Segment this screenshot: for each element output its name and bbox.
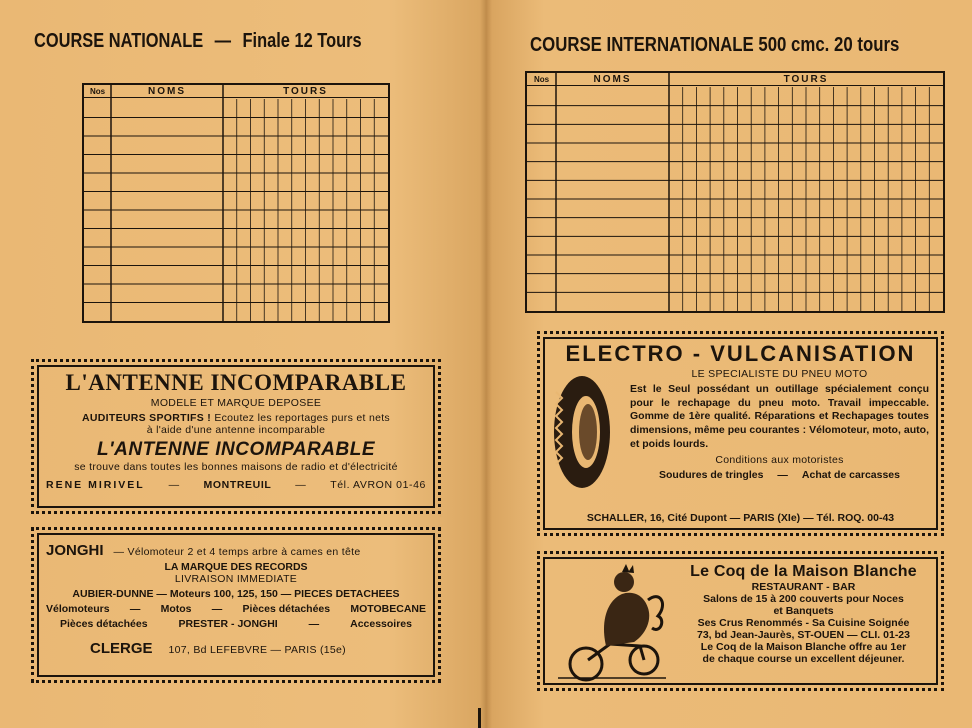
left-table-lines	[84, 85, 388, 321]
coq-line5: 73, bd Jean-Jaurès, ST-OUEN — CLI. 01-23	[697, 629, 910, 641]
antenne-sub: MODELE ET MARQUE DEPOSEE	[150, 397, 322, 409]
right-col-noms: NOMS	[593, 74, 632, 85]
antenne-footer-tel: Tél. AVRON 01-46	[330, 479, 426, 491]
coq-line7: de chaque course un excellent déjeuner.	[702, 653, 905, 665]
left-col-noms: NOMS	[148, 86, 186, 97]
right-title-main: COURSE INTERNATIONALE 500 cmc. 20 tours	[530, 34, 900, 56]
left-title-main: COURSE NATIONALE	[34, 30, 204, 52]
electro-cond2	[630, 469, 929, 481]
jonghi-line4d: —	[211, 603, 223, 615]
jonghi-line5c: —	[308, 618, 320, 630]
coq-line1: RESTAURANT - BAR	[751, 581, 856, 593]
jonghi-brand-line: — Vélomoteur 2 et 4 temps arbre à cames en tête	[113, 546, 361, 558]
jonghi-brand: JONGHI	[46, 542, 104, 559]
electro-cond2c: Achat de carcasses	[801, 469, 900, 482]
jonghi-line4	[46, 603, 426, 615]
antenne-footer-name: RENE MIRIVEL	[46, 479, 145, 491]
antenne-footer-city: MONTREUIL	[203, 479, 272, 491]
antenne-line1-bold: AUDITEURS SPORTIFS !	[82, 412, 212, 424]
coq-line4: Ses Crus Renommés - Sa Cuisine Soignée	[697, 617, 910, 629]
antenne-line1-rest: Ecoutez les reportages purs et nets	[214, 412, 390, 424]
antenne-ad	[31, 359, 441, 514]
coq-line3: et Banquets	[773, 605, 834, 617]
binding-mark	[478, 708, 481, 728]
electro-cond2a: Soudures de tringles	[658, 469, 764, 482]
jonghi-line4b: —	[129, 603, 141, 615]
jonghi-ad	[31, 527, 441, 683]
electro-sub: LE SPECIALISTE DU PNEU MOTO	[691, 368, 868, 380]
jonghi-line4f: MOTOBECANE	[350, 603, 426, 615]
left-title	[34, 30, 362, 53]
antenne-line2: à l'aide d'une antenne incomparable	[146, 424, 326, 436]
electro-cond2b: —	[777, 469, 788, 482]
jonghi-line5	[46, 618, 426, 630]
jonghi-line1: LA MARQUE DES RECORDS	[164, 561, 308, 573]
electro-body: Est le Seul possédant un outillage spécialement conçu pour le rechapage du pneu moto. Travail impeccable. Gomme de 1ère qualité. Réparations et Rechapages toutes dimensions, même peu courantes : Vélomoteur, moto, auto, et poids lourds.	[630, 383, 929, 450]
jonghi-line5d: Accessoires	[350, 618, 412, 630]
jonghi-footer-name: CLERGE	[90, 640, 153, 657]
antenne-footer	[46, 479, 426, 491]
tire-icon	[548, 372, 614, 492]
electro-footer: SCHALLER, 16, Cité Dupont — PARIS (XIe) — Tél. ROQ. 00-43	[586, 512, 895, 524]
jonghi-line5a: Pièces détachées	[60, 618, 148, 630]
electro-ad	[537, 331, 944, 536]
jonghi-footer-addr: 107, Bd LEFEBVRE — PARIS (15e)	[168, 644, 346, 656]
antenne-footer-dash2: —	[295, 479, 307, 491]
left-score-table	[82, 83, 390, 323]
left-title-sep: —	[214, 30, 232, 52]
right-col-nos: Nos	[533, 75, 550, 84]
jonghi-line3: AUBIER-DUNNE — Moteurs 100, 125, 150 — PIECES DETACHEES	[72, 588, 400, 600]
rooster-rider-illustration-icon	[548, 560, 672, 688]
antenne-title: L'ANTENNE INCOMPARABLE	[65, 370, 407, 395]
jonghi-line4a: Vélomoteurs	[46, 603, 110, 615]
right-col-tours: TOURS	[783, 74, 829, 85]
left-col-nos: Nos	[89, 87, 106, 96]
jonghi-line4c: Motos	[160, 603, 192, 615]
antenne-line3: se trouve dans toutes les bonnes maisons de radio et d'électricité	[74, 461, 398, 473]
right-table-lines	[527, 73, 943, 311]
left-col-tours: TOURS	[283, 86, 328, 97]
jonghi-line5b: PRESTER - JONGHI	[178, 618, 278, 630]
antenne-title2: L'ANTENNE INCOMPARABLE	[97, 439, 375, 460]
jonghi-brand-row	[46, 542, 426, 559]
electro-cond: Conditions aux motoristes	[715, 454, 844, 467]
coq-line2: Salons de 15 à 200 couverts pour Noces	[703, 593, 904, 605]
right-title	[530, 34, 899, 57]
coq-ad	[537, 551, 944, 691]
right-score-table	[525, 71, 945, 313]
jonghi-footer	[46, 640, 426, 657]
page-fold	[480, 0, 492, 728]
jonghi-line2: LIVRAISON IMMEDIATE	[174, 573, 298, 585]
coq-line6: Le Coq de la Maison Blanche offre au 1er	[700, 641, 907, 653]
left-title-sub: Finale 12 Tours	[242, 30, 362, 52]
jonghi-line4e: Pièces détachées	[242, 603, 331, 615]
coq-title: Le Coq de la Maison Blanche	[690, 563, 917, 580]
antenne-footer-dash1: —	[168, 479, 180, 491]
electro-title: ELECTRO - VULCANISATION	[565, 341, 916, 366]
